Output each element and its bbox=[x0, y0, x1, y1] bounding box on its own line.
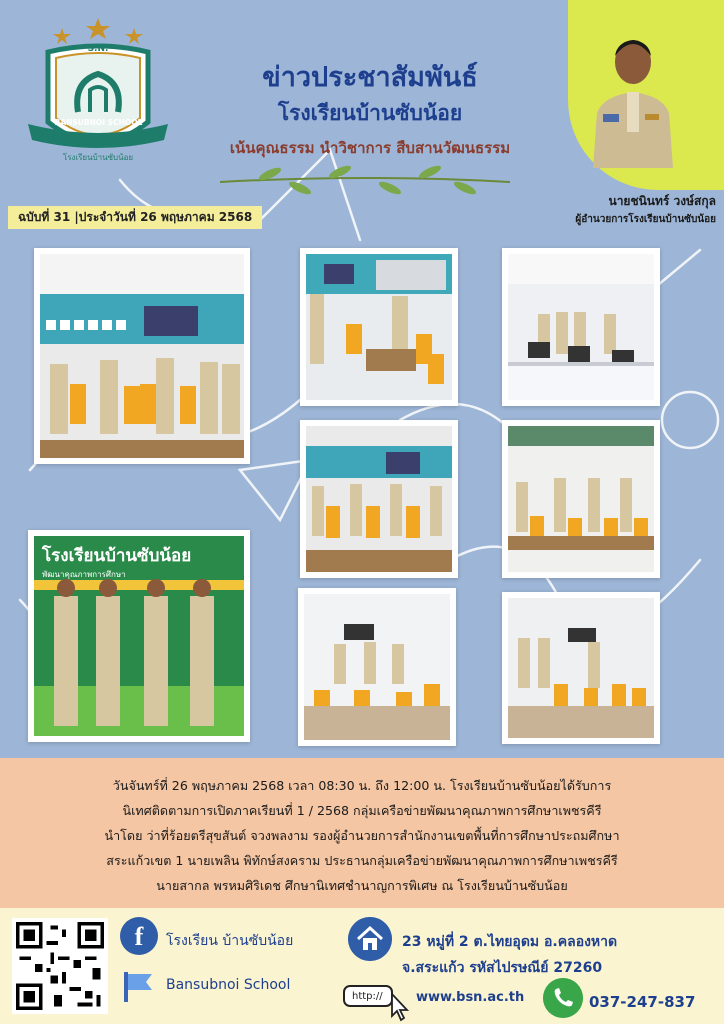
logo-ribbon-text: BANSUBNOI SCHOOL bbox=[54, 118, 143, 127]
facebook-page-link[interactable]: โรงเรียน บ้านซับน้อย bbox=[166, 933, 294, 949]
logo-banner-text: โรงเรียนบ้านซับน้อย bbox=[62, 153, 134, 162]
photo-classroom-visit bbox=[300, 248, 458, 406]
browser-cursor-icon bbox=[342, 982, 414, 1022]
photo-computer-lab bbox=[502, 248, 660, 406]
qr-code[interactable] bbox=[12, 918, 108, 1014]
news-description bbox=[0, 758, 724, 908]
photo-classroom-desks bbox=[298, 588, 456, 746]
school-name: โรงเรียนบ้านซับน้อย bbox=[277, 101, 463, 125]
address-line-1: 23 หมู่ที่ 2 ต.ไทยอุดม อ.คลองหาด bbox=[402, 934, 618, 950]
flag-icon bbox=[122, 970, 156, 1004]
photo-classroom-group bbox=[34, 248, 250, 464]
home-icon bbox=[348, 917, 392, 961]
director-photo bbox=[583, 18, 683, 168]
photo-banner-subtext: พัฒนาคุณภาพการศึกษา bbox=[42, 570, 126, 579]
description-line: นายสากล พรหมศิริเดช ศึกษานิเทศชำนาญการพิเศษ ณ โรงเรียนบ้านซับน้อย bbox=[156, 878, 568, 893]
photo-students-front bbox=[300, 420, 458, 578]
description-line: นิเทศติดตามการเปิดภาคเรียนที่ 1 / 2568 กลุ่มเครือข่ายพัฒนาคุณภาพการศึกษาเพชรคีรี bbox=[122, 803, 602, 818]
page-name: Bansubnoi School bbox=[166, 977, 291, 993]
logo-initials: S.N. bbox=[87, 44, 109, 54]
description-line: วันจันทร์ที่ 26 พฤษภาคม 2568 เวลา 08:30 น. ถึง 12:00 น. โรงเรียนบ้านซับน้อยได้รับการ bbox=[112, 778, 612, 793]
photo-banner-title: โรงเรียนบ้านซับน้อย bbox=[42, 546, 192, 566]
description-line: สระแก้วเขต 1 นายเพลิน พิทักษ์สงคราม ประธานกลุ่มเครือข่ายพัฒนาคุณภาพการศึกษาเพชรคีรี bbox=[106, 853, 618, 868]
school-motto: เน้นคุณธรรม นำวิชาการ สืบสานวัฒนธรรม bbox=[229, 139, 511, 157]
director-name: นายชนินทร์ วงษ์สกุล bbox=[608, 194, 716, 208]
phone-number[interactable]: 037-247-837 bbox=[589, 993, 696, 1011]
photo-officials-banner bbox=[28, 530, 250, 742]
facebook-icon[interactable]: f bbox=[120, 917, 158, 955]
url-badge-text: http:// bbox=[352, 991, 383, 1002]
page-title: ข่าวประชาสัมพันธ์ bbox=[262, 62, 478, 93]
school-logo bbox=[18, 12, 178, 172]
address-line-2: จ.สระแก้ว รหัสไปรษณีย์ 27260 bbox=[402, 960, 603, 976]
phone-icon bbox=[543, 978, 583, 1018]
photo-classroom-seated bbox=[502, 420, 660, 578]
leaf-divider bbox=[210, 160, 520, 200]
photo-classroom-observe bbox=[502, 592, 660, 744]
director-title: ผู้อำนวยการโรงเรียนบ้านซับน้อย bbox=[575, 214, 716, 225]
description-line: นำโดย ว่าที่ร้อยตรีสุขสันต์ จวงพลงาม รองผู้อำนวยการสำนักงานเขตพื้นที่การศึกษาประถมศึกษา bbox=[104, 828, 620, 843]
website-link[interactable]: www.bsn.ac.th bbox=[416, 990, 525, 1005]
issue-date: ฉบับที่ 31 |ประจำวันที่ 26 พฤษภาคม 2568 bbox=[8, 206, 262, 229]
